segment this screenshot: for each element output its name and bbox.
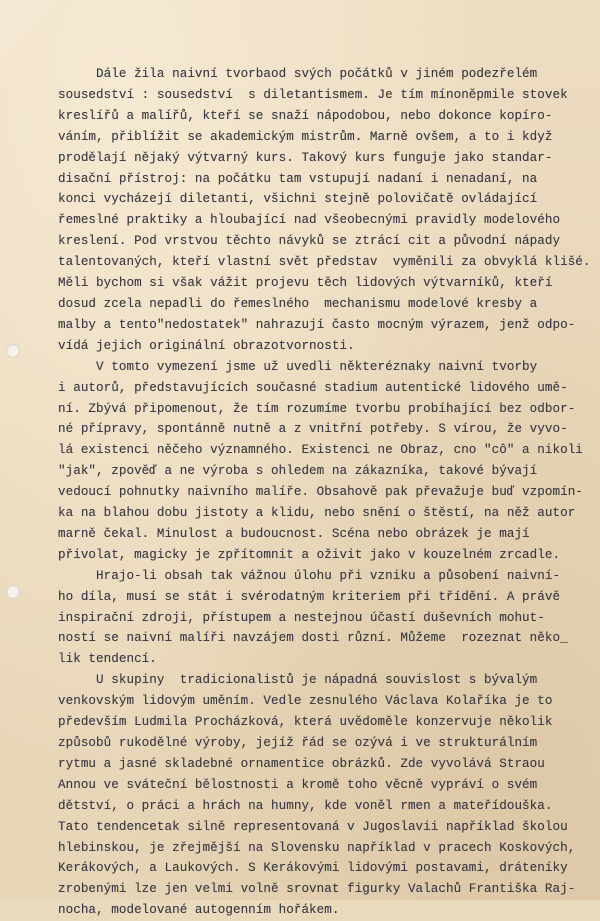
text-line: Annou ve sváteční bělostnosti a kromě toho věcně vypráví o svém [58, 777, 538, 792]
text-line: přivolat, magicky je zpřítomnit a oživit jako v kouzelném zrcadle. [58, 547, 561, 562]
text-line: kreslení. Pod vrstvou těchto návyků se ztrácí cit a původní nápady [58, 234, 561, 249]
text-line: V tomto vymezení jsme už uvedli některéznaky naivní tvorby [58, 359, 538, 374]
text-line: především Ludmila Procházková, která uvědoměle konzervuje několik [58, 715, 553, 730]
text-line: ka na blahou dobu jistoty a klidu, nebo snění o štěstí, na něž autor [58, 506, 576, 521]
text-line: Hrajo-li obsah tak vážnou úlohu při vzniku a působení naivní- [58, 568, 561, 583]
punch-hole-lower [6, 585, 20, 599]
text-line: rytmu a jasné skladebné ornamentice obrázků. Zde vyvolává Straou [58, 756, 545, 771]
text-line: né přípravy, spontánně nutně a z vnitřní potřeby. S vírou, že vyvo- [58, 422, 568, 437]
text-line: ho díla, musí se stát i svérodatným kriteriem při třídění. A právě [58, 589, 561, 604]
punch-hole-upper [6, 344, 20, 358]
text-line: Kerákových, a Laukových. S Kerákovými lidovými postavami, dráteníky [58, 861, 568, 876]
text-line: U skupiny tradicionalistů je nápadná souvislost s bývalým [58, 673, 538, 688]
text-line: dětství, o práci a hrách na humny, kde voněl rmen a mateřídouška. [58, 798, 553, 813]
text-line: dosud zcela nepadli do řemeslného mechanismu modelové kresby a [58, 296, 538, 311]
text-line: zrobenými lze jen velmi volně srovnat figurky Valachů Františka Raj- [58, 882, 576, 897]
text-line: ností se naivní malíři navzájem dosti různí. Můžeme rozeznat něko_ [58, 631, 568, 646]
text-line: ní. Zbývá připomenout, že tím rozumíme tvorbu probíhající bez odbor- [58, 401, 576, 416]
text-line: marně čekal. Minulost a budoucnost. Scéna nebo obrázek je mají [58, 526, 530, 541]
text-line: talentovaných, kteří vlastní svět představ vyměnili za obvyklá klišé. [58, 255, 591, 270]
text-line: venkovským lidovým uměním. Vedle zesnulého Václava Kolaříka je to [58, 694, 553, 709]
typewritten-text [58, 64, 591, 921]
text-line: inspirační zdroji, přístupem a nestejnou účastí duševních mohut- [58, 610, 545, 625]
text-line: Měli bychom si však vážit projevu těch lidových výtvarníků, kteří [58, 276, 553, 291]
text-line: kreslířů a malířů, kteří se snaží nápodobou, nebo dokonce kopíro- [58, 108, 553, 123]
text-line: hlebinskou, je zřejmější na Slovensku například v pracech Koskových, [58, 840, 576, 855]
text-line: sousedství : sousedství s diletantismem. Je tím mínoněpmile stovek [58, 87, 568, 102]
text-line: vídá jejich originální obrazotvornosti. [58, 338, 355, 353]
text-line: váním, přiblížit se akademickým mistrům. Marně ovšem, a to i když [58, 129, 553, 144]
text-line: disační přístroj: na počátku tam vstupují nadaní i nenadaní, na [58, 171, 538, 186]
text-line: lik tendencí. [58, 652, 157, 667]
text-line: Dále žila naivní tvorbaod svých počátků v jiném podezřelém [58, 67, 538, 81]
text-line: lá existenci něčeho významného. Existenci ne Obraz, cno "cô" a nikoli [58, 443, 583, 458]
text-line: "jak", zpověď a ne výroba s ohledem na zákazníka, takové bývají [58, 464, 538, 479]
text-line: malby a tento"nedostatek" nahrazují často mocným výrazem, jenž odpo- [58, 317, 576, 332]
text-line: nocha, modelované autogenním hořákem. [58, 903, 340, 918]
text-line: Tato tendencetak silně representovaná v Jugoslavii například školou [58, 819, 568, 834]
text-line: způsobů rukodělné výroby, jejíž řád se ozývá i ve strukturálním [58, 736, 538, 750]
text-line: řemeslné praktiky a hloubající nad všeobecnými pravidly modelového [58, 213, 561, 228]
text-line: prodělají nějaký výtvarný kurs. Takový kurs funguje jako standar- [58, 150, 553, 165]
text-line: i autorů, představujících současné stadium autentické lidového umě- [58, 380, 568, 395]
text-line: konci vycházejí diletanti, všichni stejně polovičatě ovládající [58, 192, 538, 207]
folded-corner [0, 0, 60, 60]
text-line: vedoucí pohnutky naivního malíře. Obsahově pak převažuje buď vzpomín- [58, 485, 583, 500]
